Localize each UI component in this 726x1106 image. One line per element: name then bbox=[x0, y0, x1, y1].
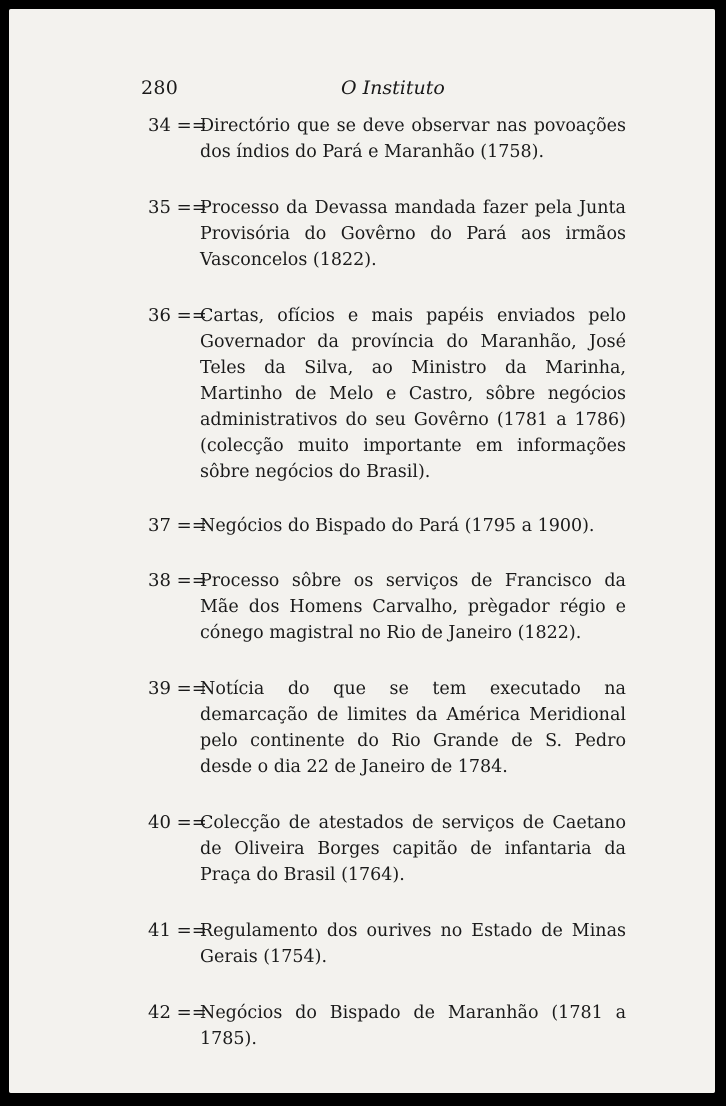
entry-text: Negócios do Bispado do Pará (1795 a 1900). bbox=[200, 516, 595, 536]
entry-text: Notícia do que se tem executado na demarcação de limites da América Meridional pelo continente do Rio Grande de S. Pedro desde o dia 22 de Janeiro de 1784. bbox=[200, 679, 626, 777]
entry-number: 34 == bbox=[148, 115, 207, 136]
list-item bbox=[148, 810, 626, 888]
list-item bbox=[148, 568, 626, 646]
entry-number: 39 == bbox=[148, 678, 207, 699]
list-item bbox=[148, 676, 626, 780]
running-title: O Instituto bbox=[341, 77, 445, 99]
entry-text: Colecção de atestados de serviços de Caetano de Oliveira Borges capitão de infantaria da Praça do Brasil (1764). bbox=[200, 813, 626, 885]
entry-number: 42 == bbox=[148, 1002, 207, 1023]
entry-number: 40 == bbox=[148, 812, 207, 833]
list-item bbox=[148, 195, 626, 273]
document-page bbox=[9, 9, 715, 1093]
page-header bbox=[9, 77, 715, 103]
entry-text: Cartas, ofícios e mais papéis enviados pelo Governador da província do Maranhão, José Teles da Silva, ao Ministro da Marinha, Martinho de Melo e Castro, sôbre negócios administrativos do seu Govêrno (1781 a 1786) (colecção muito importante em informações sôbre negócios do Brasil). bbox=[200, 306, 626, 482]
page-number: 280 bbox=[141, 77, 179, 99]
entry-text: Processo da Devassa mandada fazer pela Junta Provisória do Govêrno do Pará aos irmãos Vasconcelos (1822). bbox=[200, 198, 626, 270]
entry-number: 37 == bbox=[148, 515, 207, 536]
list-item bbox=[148, 513, 626, 539]
entry-number: 35 == bbox=[148, 197, 207, 218]
entry-number: 36 == bbox=[148, 305, 207, 326]
list-item bbox=[148, 113, 626, 165]
entry-list bbox=[148, 113, 626, 1052]
entry-text: Negócios do Bispado de Maranhão (1781 a 1785). bbox=[200, 1003, 626, 1049]
entry-text: Directório que se deve observar nas povoações dos índios do Pará e Maranhão (1758). bbox=[200, 116, 626, 162]
entry-text: Processo sôbre os serviços de Francisco da Mãe dos Homens Carvalho, prègador régio e cónego magistral no Rio de Janeiro (1822). bbox=[200, 571, 626, 643]
list-item bbox=[148, 918, 626, 970]
list-item bbox=[148, 1000, 626, 1052]
entry-number: 38 == bbox=[148, 570, 207, 591]
list-item bbox=[148, 303, 626, 485]
entry-number: 41 == bbox=[148, 920, 207, 941]
entry-text: Regulamento dos ourives no Estado de Minas Gerais (1754). bbox=[200, 921, 626, 967]
